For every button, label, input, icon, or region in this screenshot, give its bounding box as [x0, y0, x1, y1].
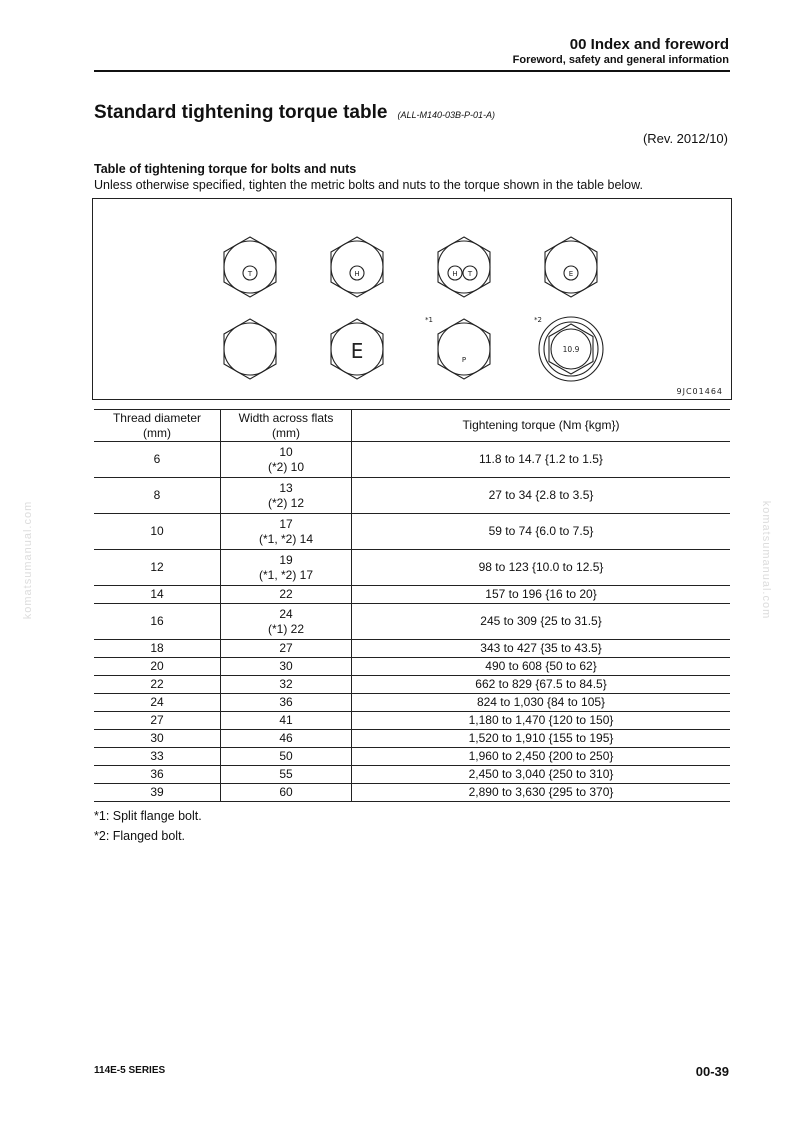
- footer-series: 114E-5 SERIES: [94, 1065, 166, 1076]
- page-title-text: Standard tightening torque table: [94, 102, 388, 123]
- cell-tightening-torque: 824 to 1,030 {84 to 105}: [352, 694, 731, 712]
- cell-thread-diameter: 12: [94, 550, 221, 586]
- width-primary: 22: [279, 587, 293, 601]
- table-row: [94, 586, 730, 604]
- col-header-thread-line2: (mm): [143, 425, 171, 440]
- width-primary: 60: [279, 785, 293, 799]
- width-primary: 10: [279, 444, 293, 459]
- table-row: [94, 442, 730, 478]
- col-header-thread-line1: Thread diameter: [112, 410, 202, 425]
- revision-label: (Rev. 2012/10): [642, 131, 728, 146]
- watermark-right: komatsumanual.com: [760, 500, 772, 620]
- table-row: [94, 658, 730, 676]
- width-primary: 19: [279, 552, 293, 567]
- cell-width-across-flats: [221, 730, 352, 748]
- cell-tightening-torque: 157 to 196 {16 to 20}: [352, 586, 731, 604]
- page-title: [94, 102, 495, 124]
- bolt-illustrations: [93, 199, 733, 401]
- cell-tightening-torque: 343 to 427 {35 to 43.5}: [352, 640, 731, 658]
- bolt-head-ht: [438, 237, 490, 297]
- footnote-flanged: *2: Flanged bolt.: [94, 829, 186, 843]
- cell-tightening-torque: 98 to 123 {10.0 to 12.5}: [352, 550, 731, 586]
- mark-t-2: T: [467, 270, 473, 278]
- width-primary: 27: [279, 641, 293, 655]
- cell-thread-diameter: 30: [94, 730, 221, 748]
- cell-thread-diameter: 14: [94, 586, 221, 604]
- mark-e-large: E: [350, 339, 364, 363]
- cell-tightening-torque: 245 to 309 {25 to 31.5}: [352, 604, 731, 640]
- cell-width-across-flats: [221, 658, 352, 676]
- callout-star-1: *1: [425, 316, 433, 324]
- cell-thread-diameter: 18: [94, 640, 221, 658]
- width-alternate: (*1, *2) 14: [258, 531, 314, 546]
- table-row: [94, 514, 730, 550]
- width-alternate: (*2) 12: [267, 495, 305, 510]
- col-header-width-line1: Width across flats: [238, 410, 334, 425]
- torque-table: [94, 409, 730, 802]
- section-title: Table of tightening torque for bolts and nuts: [94, 162, 357, 176]
- cell-tightening-torque: 490 to 608 {50 to 62}: [352, 658, 731, 676]
- table-row: [94, 766, 730, 784]
- table-row: [94, 604, 730, 640]
- chapter-title: 00 Index and foreword: [569, 36, 729, 53]
- col-header-width: [221, 410, 352, 442]
- cell-width-across-flats: [221, 784, 352, 802]
- cell-thread-diameter: 20: [94, 658, 221, 676]
- header-rule: [94, 70, 730, 72]
- table-row: [94, 478, 730, 514]
- cell-tightening-torque: 2,450 to 3,040 {250 to 310}: [352, 766, 731, 784]
- table-row: [94, 640, 730, 658]
- chapter-subtitle: Foreword, safety and general information: [512, 54, 729, 66]
- table-row: [94, 748, 730, 766]
- bolt-head-split-flange: [425, 316, 490, 379]
- cell-width-across-flats: [221, 748, 352, 766]
- width-primary: 41: [279, 713, 293, 727]
- cell-width-across-flats: [221, 550, 352, 586]
- table-row: [94, 712, 730, 730]
- mark-10-9: 10.9: [562, 345, 580, 354]
- col-header-thread: [94, 410, 221, 442]
- width-alternate: (*1, *2) 17: [258, 567, 314, 582]
- mark-h: H: [354, 270, 360, 278]
- width-primary: 36: [279, 695, 293, 709]
- bolt-head-e-large: [331, 319, 383, 379]
- table-row: [94, 784, 730, 802]
- width-primary: 17: [279, 516, 293, 531]
- width-primary: 13: [279, 480, 293, 495]
- mark-t: T: [247, 270, 253, 278]
- cell-thread-diameter: 6: [94, 442, 221, 478]
- width-primary: 32: [279, 677, 293, 691]
- bolt-head-h: [331, 237, 383, 297]
- cell-thread-diameter: 8: [94, 478, 221, 514]
- cell-thread-diameter: 27: [94, 712, 221, 730]
- width-alternate: (*2) 10: [267, 459, 305, 474]
- cell-tightening-torque: 1,960 to 2,450 {200 to 250}: [352, 748, 731, 766]
- callout-star-2: *2: [534, 316, 542, 324]
- cell-thread-diameter: 39: [94, 784, 221, 802]
- footnote-split-flange: *1: Split flange bolt.: [94, 809, 202, 823]
- cell-width-across-flats: [221, 514, 352, 550]
- width-alternate: (*1) 22: [267, 621, 305, 636]
- col-header-torque: Tightening torque (Nm {kgm}): [352, 410, 731, 442]
- cell-width-across-flats: [221, 478, 352, 514]
- cell-thread-diameter: 16: [94, 604, 221, 640]
- cell-tightening-torque: 27 to 34 {2.8 to 3.5}: [352, 478, 731, 514]
- document-code: (ALL-M140-03B-P-01-A): [397, 110, 495, 120]
- intro-text: Unless otherwise specified, tighten the metric bolts and nuts to the torque shown in the table below.: [94, 178, 643, 192]
- cell-tightening-torque: 2,890 to 3,630 {295 to 370}: [352, 784, 731, 802]
- cell-width-across-flats: [221, 712, 352, 730]
- bolt-head-flanged: [534, 316, 603, 381]
- cell-width-across-flats: [221, 442, 352, 478]
- table-row: [94, 730, 730, 748]
- cell-tightening-torque: 1,520 to 1,910 {155 to 195}: [352, 730, 731, 748]
- cell-width-across-flats: [221, 766, 352, 784]
- width-primary: 55: [279, 767, 293, 781]
- col-header-width-line2: (mm): [272, 425, 300, 440]
- width-primary: 30: [279, 659, 293, 673]
- figure-id: 9JC01464: [676, 387, 723, 396]
- width-primary: 24: [279, 606, 293, 621]
- bolt-head-e-small: [545, 237, 597, 297]
- page-number: 00-39: [695, 1064, 729, 1079]
- cell-tightening-torque: 59 to 74 {6.0 to 7.5}: [352, 514, 731, 550]
- table-row: [94, 550, 730, 586]
- cell-tightening-torque: 662 to 829 {67.5 to 84.5}: [352, 676, 731, 694]
- cell-width-across-flats: [221, 586, 352, 604]
- mark-e: E: [568, 270, 574, 278]
- table-header-row: [94, 410, 730, 442]
- cell-thread-diameter: 24: [94, 694, 221, 712]
- table-row: [94, 694, 730, 712]
- cell-thread-diameter: 36: [94, 766, 221, 784]
- bolt-head-t: [224, 237, 276, 297]
- watermark-left: komatsumanual.com: [22, 500, 34, 620]
- table-row: [94, 676, 730, 694]
- width-primary: 50: [279, 749, 293, 763]
- bolt-marking-figure: [92, 198, 732, 400]
- cell-tightening-torque: 1,180 to 1,470 {120 to 150}: [352, 712, 731, 730]
- cell-width-across-flats: [221, 640, 352, 658]
- width-primary: 46: [279, 731, 293, 745]
- mark-h-2: H: [452, 270, 458, 278]
- torque-table-body: [94, 442, 730, 802]
- mark-p: P: [461, 356, 467, 364]
- cell-thread-diameter: 33: [94, 748, 221, 766]
- bolt-head-plain: [224, 319, 276, 379]
- cell-width-across-flats: [221, 676, 352, 694]
- cell-tightening-torque: 11.8 to 14.7 {1.2 to 1.5}: [352, 442, 731, 478]
- cell-thread-diameter: 22: [94, 676, 221, 694]
- cell-thread-diameter: 10: [94, 514, 221, 550]
- cell-width-across-flats: [221, 604, 352, 640]
- cell-width-across-flats: [221, 694, 352, 712]
